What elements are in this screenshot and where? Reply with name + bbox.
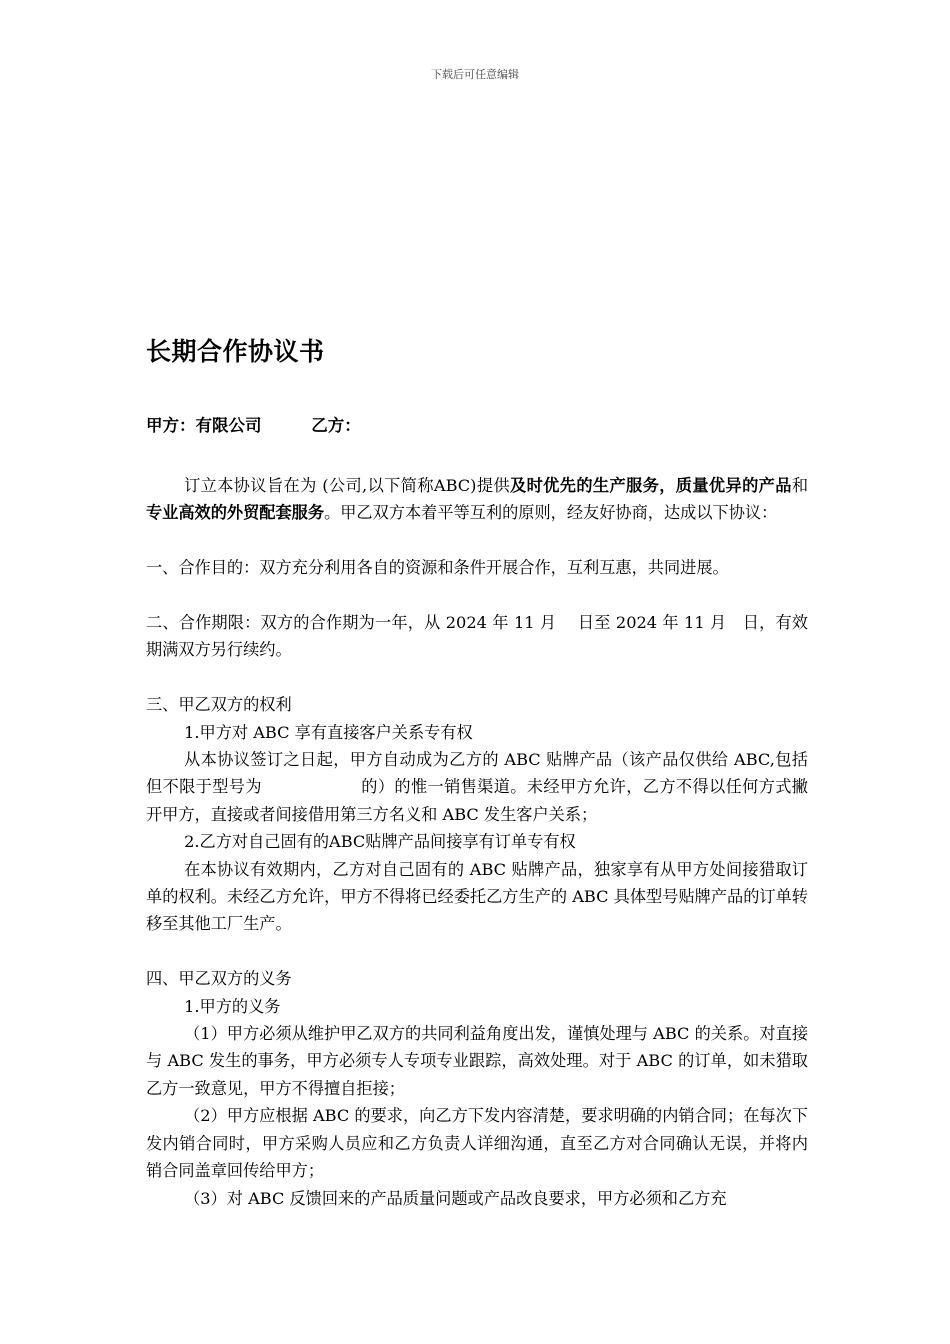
duties-clause-2: （2）甲方应根据 ABC 的要求，向乙方下发内容清楚，要求明确的内销合同；在每次下发内销合同时，甲方采购人员应和乙方负责人详细沟通，直至乙方对合同确认无误，并将内销合同盖章回传给甲方； (146, 1106, 808, 1181)
rights-item-1-body: 从本协议签订之日起，甲方自动成为乙方的 ABC 贴牌产品（该产品仅供给 ABC,包括但不限于型号为 的）的惟一销售渠道。未经甲方允许，乙方不得以任何方式撇开甲方，直接或者间接借用第三方名义和 ABC 发生客户关系； (146, 750, 808, 824)
intro-bold-1: 及时优先的生产服务，质量优异的产品 (510, 476, 792, 495)
intro-paragraph (146, 472, 808, 527)
rights-item-2-title: 2.乙方对自己固有的ABC贴牌产品间接享有订单专有权 (184, 832, 576, 852)
intro-text-1: 订立本协议旨在为 (公司,以下简称ABC)提供 (184, 476, 511, 495)
section-rights-title: 三、甲乙双方的权利 (146, 695, 292, 715)
intro-text-2: 和 (791, 476, 809, 495)
document-title: 长期合作协议书 (146, 337, 325, 366)
section-term: 二、合作期限：双方的合作期为一年，从 2024 年 11 月 日至 2024 年 11 月 日，有效期满双方另行续约。 (146, 613, 808, 660)
rights-item-1-title: 1.甲方对 ABC 享有直接客户关系专有权 (184, 722, 473, 742)
duties-clause-3: （3）对 ABC 反馈回来的产品质量问题或产品改良要求，甲方必须和乙方充 (184, 1188, 727, 1208)
rights-item-2-body: 在本协议有效期内，乙方对自己固有的 ABC 贴牌产品，独家享有从甲方处间接猎取订单的权利。未经乙方允许，甲方不得将已经委托乙方生产的 ABC 具体型号贴牌产品的订单转移至其他工厂生产。 (146, 859, 808, 934)
party-a-label: 甲方：有限公司 (146, 416, 262, 435)
duties-item-1-title: 1.甲方的义务 (184, 996, 281, 1016)
intro-bold-2: 专业高效的外贸配套服务 (146, 503, 325, 523)
section-duties-title: 四、甲乙双方的义务 (146, 969, 292, 989)
duties-clause-1: （1）甲方必须从维护甲乙双方的共同利益角度出发，谨慎处理与 ABC 的关系。对直接与 ABC 发生的事务，甲方必须专人专项专业跟踪，高效处理。对于 ABC 的订单，如未猎取乙方一致意见，甲方不得擅自拒接； (146, 1024, 808, 1098)
intro-text-3: 。甲乙双方本着平等互利的原则，经友好协商，达成以下协议： (324, 503, 778, 523)
party-b-label: 乙方： (311, 416, 361, 435)
section-purpose: 一、合作目的：双方充分利用各自的资源和条件开展合作，互利互惠，共同进展。 (146, 558, 729, 578)
parties-line (146, 412, 361, 436)
agreement-body (146, 472, 808, 1212)
page-header-note: 下载后可任意编辑 (431, 68, 519, 81)
